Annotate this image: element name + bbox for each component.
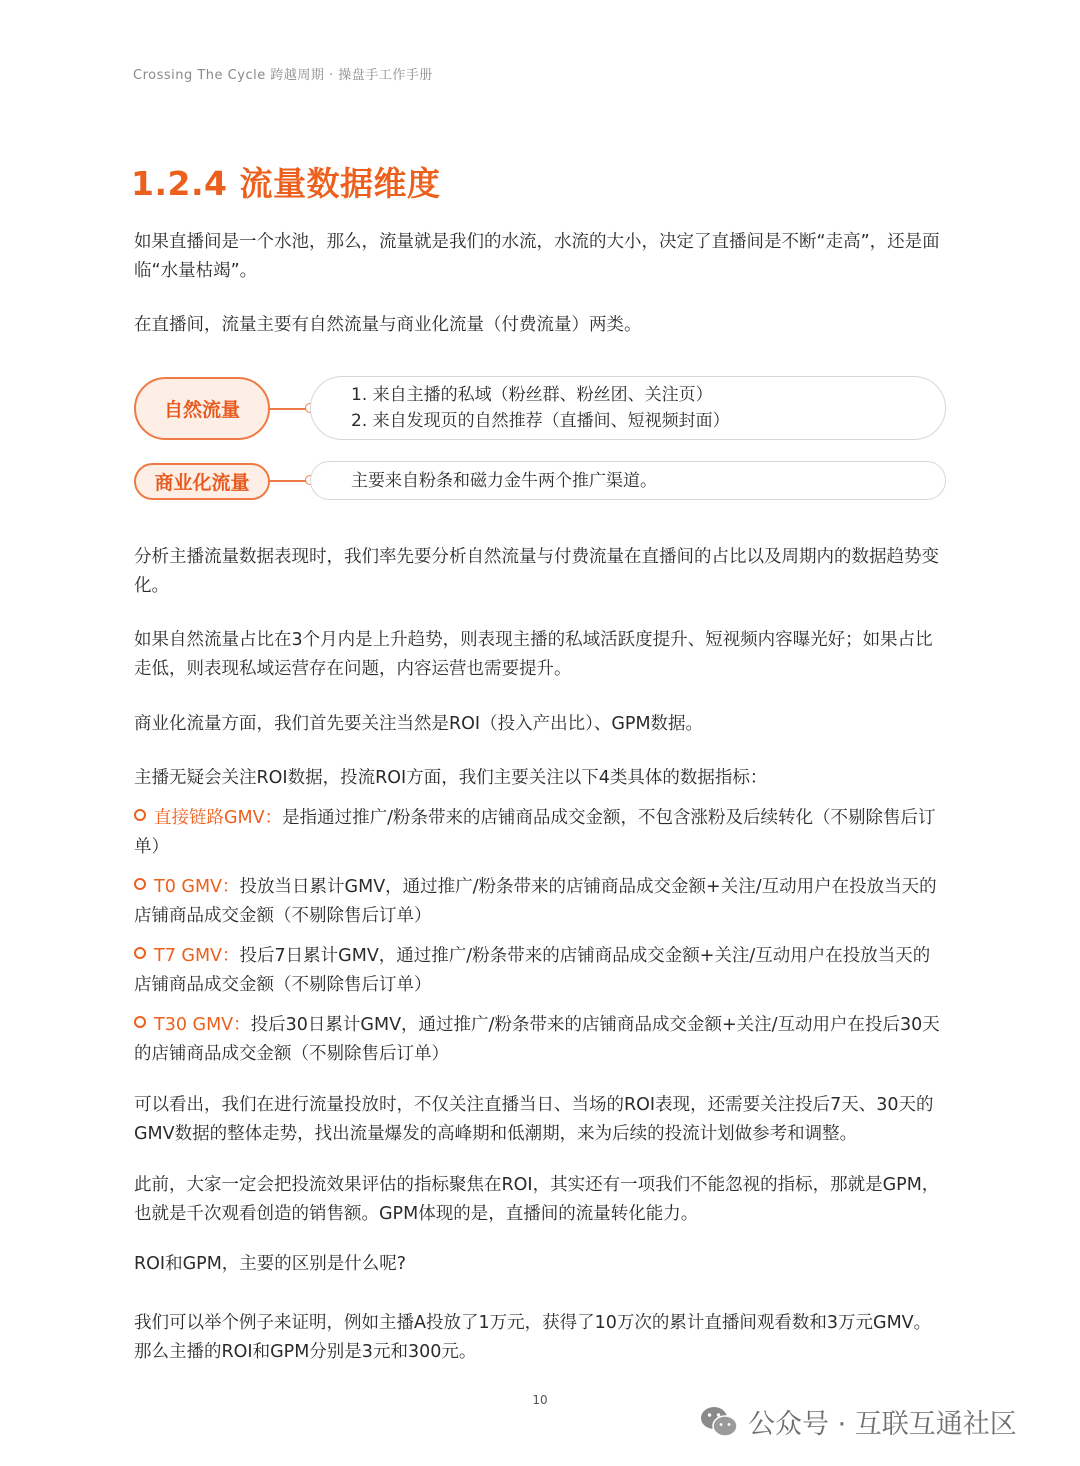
metric-term: T7 GMV： [154,946,240,966]
commercial-item-1: 主要来自粉条和磁力金牛两个推广渠道。 [351,470,657,491]
metric-desc: 投后30日累计GMV，通过推广/粉条带来的店铺商品成交金额+关注/互动用户在投后30天的店铺商品成交金额（不剔除售后订单） [134,1015,940,1064]
natural-item-1: 1. 来自主播的私域（粉丝群、粉丝团、关注页） [351,385,713,405]
section-title: 1.2.4 流量数据维度 [131,164,441,203]
paragraph-1: 如果直播间是一个水池，那么，流量就是我们的水流，水流的大小，决定了直播间是不断“走高”，还是面临“水量枯竭”。 [134,232,940,281]
paragraph-10: 我们可以举个例子来证明，例如主播A投放了1万元，获得了10万次的累计直播间观看数和3万元GMV。那么主播的ROI和GPM分别是3元和300元。 [134,1313,932,1362]
metric-item [134,1011,946,1069]
wechat-icon [700,1405,738,1439]
metric-term: T0 GMV： [154,877,240,897]
commercial-traffic-pill: 商业化流量 [134,463,270,500]
watermark [700,1402,1017,1441]
running-header: Crossing The Cycle 跨越周期 · 操盘手工作手册 [133,68,433,83]
natural-traffic-pill: 自然流量 [134,377,270,440]
commercial-traffic-box [310,461,946,500]
connector-line [270,480,308,482]
paragraph-6: 主播无疑会关注ROI数据，投流ROI方面，我们主要关注以下4类具体的数据指标： [134,768,768,788]
bullet-circle-icon [134,809,146,821]
metric-item [134,942,946,1000]
metric-desc: 是指通过推广/粉条带来的店铺商品成交金额，不包含涨粉及后续转化（不剔除售后订单） [134,808,936,857]
natural-traffic-box [310,376,946,440]
natural-item-2: 2. 来自发现页的自然推荐（直播间、短视频封面） [351,411,730,431]
bullet-circle-icon [134,878,146,890]
paragraph-5: 商业化流量方面，我们首先要关注当然是ROI（投入产出比）、GPM数据。 [134,714,704,734]
connector-line [270,408,308,410]
metric-desc: 投后7日累计GMV，通过推广/粉条带来的店铺商品成交金额+关注/互动用户在投放当天的店铺商品成交金额（不剔除售后订单） [134,946,931,995]
bullet-circle-icon [134,947,146,959]
bullet-circle-icon [134,1016,146,1028]
watermark-text: 公众号 · 互联互通社区 [748,1409,1017,1440]
paragraph-4: 如果自然流量占比在3个月内是上升趋势，则表现主播的私域活跃度提升、短视频内容曝光好；如果占比走低，则表现私域运营存在问题，内容运营也需要提升。 [134,630,933,679]
metric-item [134,804,946,862]
page-number: 10 [532,1393,548,1407]
metric-desc: 投放当日累计GMV，通过推广/粉条带来的店铺商品成交金额+关注/互动用户在投放当天的店铺商品成交金额（不剔除售后订单） [134,877,937,926]
metric-term: T30 GMV： [154,1015,251,1035]
paragraph-7: 可以看出，我们在进行流量投放时，不仅关注直播当日、当场的ROI表现，还需要关注投后7天、30天的GMV数据的整体走势，找出流量爆发的高峰期和低潮期，来为后续的投流计划做参考和调整。 [134,1095,934,1144]
paragraph-2: 在直播间，流量主要有自然流量与商业化流量（付费流量）两类。 [134,315,642,335]
metric-term: 直接链路GMV： [154,808,283,828]
paragraph-8: 此前，大家一定会把投流效果评估的指标聚焦在ROI，其实还有一项我们不能忽视的指标，那就是GPM，也就是千次观看创造的销售额。GPM体现的是，直播间的流量转化能力。 [134,1175,940,1224]
metric-item [134,873,946,931]
paragraph-9: ROI和GPM，主要的区别是什么呢? [134,1254,407,1274]
paragraph-3: 分析主播流量数据表现时，我们率先要分析自然流量与付费流量在直播间的占比以及周期内的数据趋势变化。 [134,547,939,596]
